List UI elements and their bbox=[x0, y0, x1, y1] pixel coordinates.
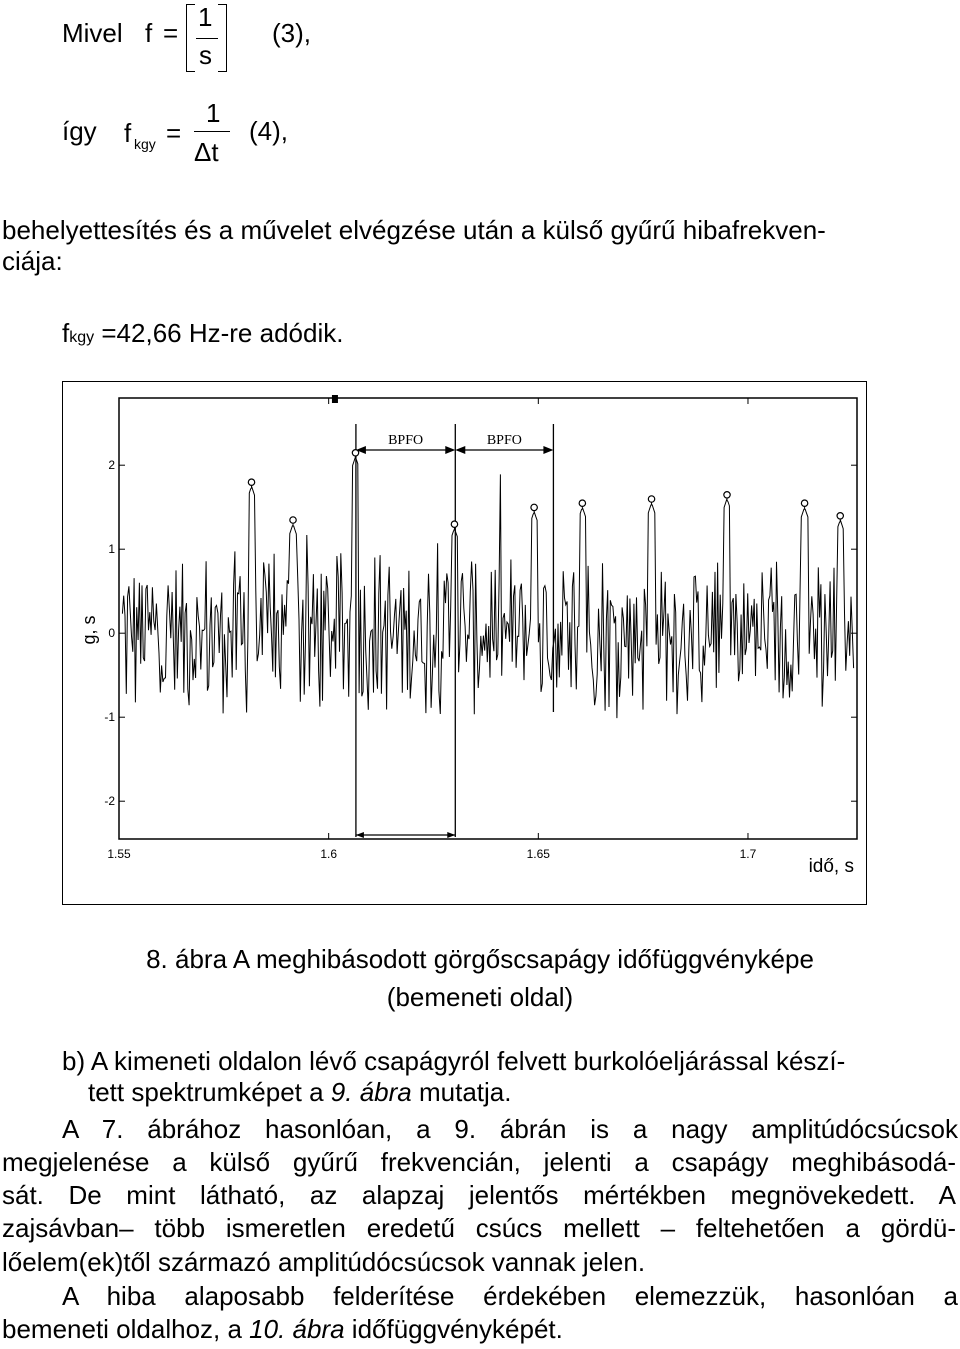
paragraph-1-line-2: megjelenése a külső gyűrű frekvencián, jelenti a csapágy meghibásodá- bbox=[2, 1147, 956, 1177]
bpfo-arrow-head-right bbox=[445, 446, 455, 454]
paragraph-1-line-4: zajsávban– több ismeretlen eredetű csúcs mellett – feltehetően a gördü- bbox=[2, 1213, 956, 1243]
peak-marker bbox=[248, 479, 254, 485]
eq3-right-bracket bbox=[218, 4, 227, 72]
y-tick-label: -2 bbox=[104, 794, 115, 809]
bpfo-label: BPFO bbox=[486, 433, 522, 448]
peak-marker bbox=[451, 521, 457, 527]
result-line bbox=[62, 318, 343, 349]
eq4-numerator: 1 bbox=[206, 98, 221, 128]
eq3-denominator: s bbox=[199, 40, 212, 70]
paragraph-b bbox=[62, 1046, 958, 1077]
x-axis-label: idő, s bbox=[808, 856, 854, 877]
paragraph-1-line-5: lőelem(ek)től származó amplitúdócsúcsok vannak jelen. bbox=[2, 1247, 646, 1277]
result-subscript: kgy bbox=[69, 329, 95, 346]
paragraph-1-line-3: sát. De mint látható, az alapzaj jelentős mértékben megnövekedett. A bbox=[2, 1180, 956, 1210]
paragraph-substitution bbox=[2, 215, 958, 277]
eq3-prefix: Mivel bbox=[62, 18, 123, 48]
peak-marker bbox=[290, 517, 296, 523]
paragraph-b-line-2-a: tett spektrumképet a bbox=[88, 1077, 331, 1107]
bpfo-arrow-head-left bbox=[455, 446, 465, 454]
paragraph-substitution-line-1: behelyettesítés és a művelet elvégzése után a külső gyűrű hibafrekven- bbox=[2, 215, 826, 245]
peak-markers bbox=[248, 450, 843, 531]
figure-caption-line-1: 8. ábra A meghibásodott görgőscsapágy időfüggvényképe bbox=[146, 944, 814, 974]
result-f: f bbox=[62, 318, 70, 348]
eq4-prefix: így bbox=[62, 116, 97, 146]
eq4-lhs-subscript: kgy bbox=[134, 136, 156, 152]
peak-marker bbox=[724, 492, 730, 498]
x-tick-label: 1.7 bbox=[739, 847, 757, 861]
figure-caption bbox=[0, 940, 960, 1016]
figure-9-reference: 9. ábra bbox=[330, 1077, 412, 1107]
eq3-label: (3), bbox=[272, 18, 311, 48]
eq4-lhs: f bbox=[124, 118, 132, 148]
paragraph-2-line-2 bbox=[2, 1314, 563, 1345]
x-tick-label: 1.55 bbox=[107, 847, 131, 861]
paragraph-2-line-2-b: időfüggvényképét. bbox=[344, 1314, 563, 1344]
figure-caption-line-2: (bemeneti oldal) bbox=[386, 982, 574, 1012]
paragraph-b-line-2-b: mutatja. bbox=[411, 1077, 512, 1107]
y-axis-label: g, s bbox=[79, 615, 99, 645]
paragraph-b-line-1: b) A kimeneti oldalon lévő csapágyról felvett burkolóeljárással készí- bbox=[62, 1046, 846, 1076]
eq4-denominator: Δt bbox=[194, 137, 219, 167]
peak-marker bbox=[579, 500, 585, 506]
eq3-lhs: f bbox=[145, 18, 153, 48]
eq4-label: (4), bbox=[249, 116, 288, 146]
y-tick-label: 2 bbox=[108, 458, 115, 473]
paragraph-substitution-line-2: ciája: bbox=[2, 246, 63, 276]
paragraph-1-line-1: A 7. ábrához hasonlóan, a 9. ábrán is a nagy amplitúdócsúcsok bbox=[62, 1114, 958, 1144]
peak-marker bbox=[837, 513, 843, 519]
y-axis-ticks bbox=[104, 458, 857, 808]
figure-10-reference: 10. ábra bbox=[249, 1314, 345, 1344]
eq4-equals: = bbox=[166, 118, 182, 148]
span-arrow-head-right bbox=[447, 832, 455, 838]
y-tick-label: 0 bbox=[108, 626, 115, 641]
top-marker bbox=[332, 395, 338, 403]
bpfo-label: BPFO bbox=[388, 433, 424, 448]
eq4-fraction-bar bbox=[194, 131, 230, 132]
x-tick-label: 1.65 bbox=[526, 847, 550, 861]
peak-marker bbox=[801, 500, 807, 506]
span-arrow-head-left bbox=[356, 832, 364, 838]
vibration-time-chart bbox=[63, 382, 866, 904]
bpfo-arrow-head-right bbox=[543, 446, 553, 454]
eq3-equals: = bbox=[163, 18, 179, 48]
plot-area-border bbox=[119, 398, 857, 839]
peak-marker bbox=[531, 504, 537, 510]
y-tick-label: 1 bbox=[108, 542, 115, 557]
paragraph-2-line-2-a: bemeneti oldalhoz, a bbox=[2, 1314, 250, 1344]
eq3-fraction-bar bbox=[196, 38, 218, 39]
eq3-numerator: 1 bbox=[198, 2, 213, 32]
peak-marker bbox=[648, 496, 654, 502]
figure-8-frame bbox=[62, 381, 867, 905]
result-rest: =42,66 Hz-re adódik. bbox=[94, 318, 344, 348]
peak-marker bbox=[352, 450, 358, 456]
x-tick-label: 1.6 bbox=[320, 847, 338, 861]
signal-line bbox=[122, 458, 853, 718]
paragraph-b-line-2 bbox=[88, 1077, 511, 1108]
y-tick-label: -1 bbox=[104, 710, 115, 725]
paragraph-2-line-1: A hiba alaposabb felderítése érdekében elemezzük, hasonlóan a bbox=[62, 1281, 958, 1311]
eq3-left-bracket bbox=[186, 4, 195, 72]
